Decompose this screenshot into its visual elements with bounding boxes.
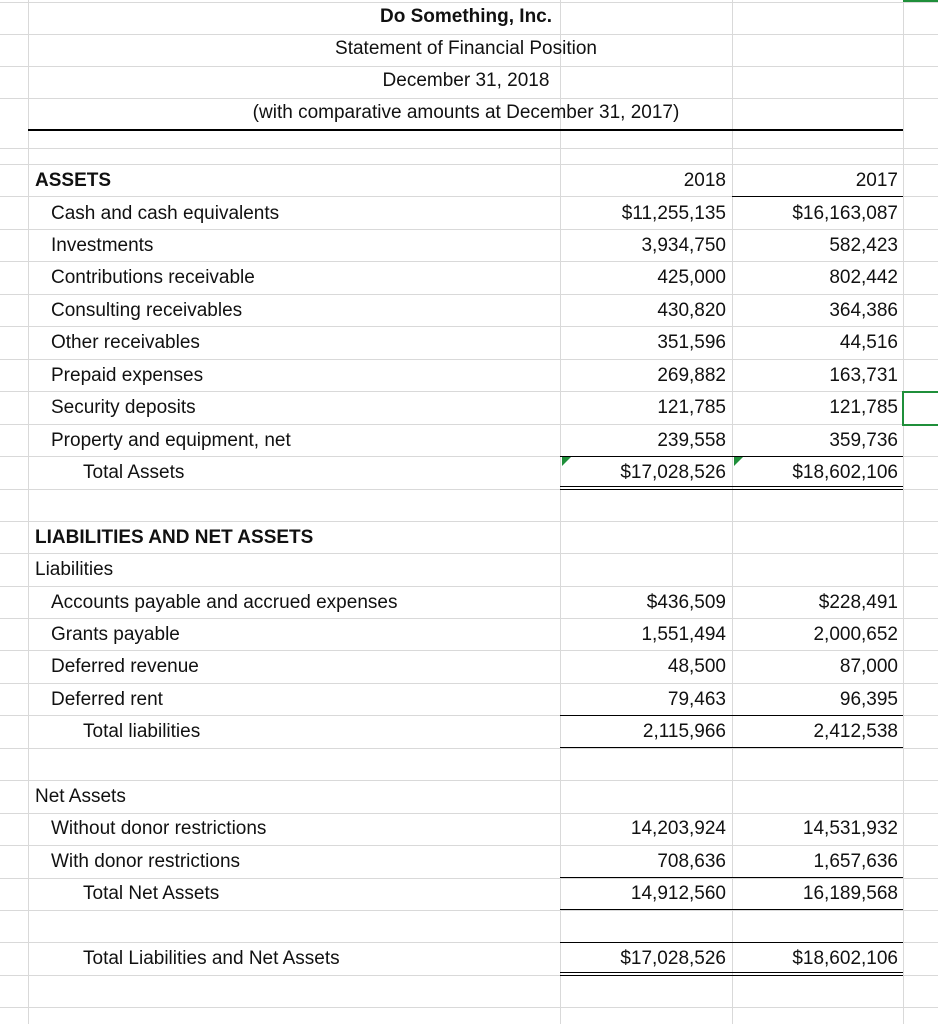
asset-label: Contributions receivable [51, 267, 255, 288]
gridline [28, 0, 29, 1024]
asset-label: Investments [51, 235, 154, 256]
total-liabilities-2018: 2,115,966 [642, 721, 726, 742]
liability-value-2017: 2,000,652 [813, 624, 898, 645]
gridline [0, 326, 938, 327]
column-header-2017: 2017 [855, 170, 898, 191]
statement-title: Statement of Financial Position [335, 38, 597, 59]
gridline [0, 148, 938, 149]
gridline [0, 683, 938, 684]
total-liabilities-label: Total liabilities [83, 721, 201, 742]
gridline [0, 813, 938, 814]
company-name: Do Something, Inc. [379, 6, 553, 27]
asset-label: Security deposits [51, 397, 196, 418]
net-asset-value-2018: 708,636 [657, 851, 726, 872]
asset-value-2018: 3,934,750 [641, 235, 726, 256]
asset-value-2017: 163,731 [829, 365, 898, 386]
asset-value-2018: 269,882 [657, 365, 726, 386]
asset-value-2018: 425,000 [657, 267, 726, 288]
selected-cell[interactable] [902, 391, 938, 426]
liability-label: Grants payable [51, 624, 180, 645]
total-net-assets-2018: 14,912,560 [630, 883, 726, 904]
total-assets-label: Total Assets [83, 462, 185, 483]
double-underline [560, 486, 903, 487]
asset-value-2018: 239,558 [657, 430, 726, 451]
asset-value-2017: 364,386 [829, 300, 898, 321]
column-header-2018: 2018 [683, 170, 726, 191]
subtotal-rule [560, 877, 903, 878]
subtotal-rule [560, 456, 903, 457]
total-net-assets-2017: 16,189,568 [802, 883, 898, 904]
net-asset-value-2017: 1,657,636 [813, 851, 898, 872]
liabilities-heading: Liabilities [35, 559, 114, 580]
cell-selection-edge [903, 0, 938, 2]
liabilities-net-assets-heading: LIABILITIES AND NET ASSETS [35, 527, 314, 548]
total-underline [560, 909, 903, 910]
liability-value-2017: $228,491 [818, 592, 898, 613]
total-net-assets-label: Total Net Assets [83, 883, 220, 904]
net-asset-label: Without donor restrictions [51, 818, 267, 839]
gridline [0, 910, 938, 911]
asset-label: Other receivables [51, 332, 200, 353]
net-assets-heading: Net Assets [35, 786, 126, 807]
gridline [0, 553, 938, 554]
comparative-note: (with comparative amounts at December 31, 2017) [252, 102, 680, 123]
gridline [0, 618, 938, 619]
liability-value-2018: 79,463 [667, 689, 726, 710]
gridline [0, 424, 938, 425]
gridline [0, 2, 938, 3]
gridline [0, 748, 938, 749]
gridline [0, 294, 938, 295]
asset-value-2017: 802,442 [829, 267, 898, 288]
asset-value-2018: 121,785 [657, 397, 726, 418]
gridline [0, 164, 938, 165]
asset-label: Consulting receivables [51, 300, 243, 321]
double-underline [560, 975, 903, 976]
subtotal-rule [560, 715, 903, 716]
gridline [0, 845, 938, 846]
net-asset-value-2018: 14,203,924 [630, 818, 726, 839]
asset-value-2017: $16,163,087 [792, 203, 898, 224]
grand-total-label: Total Liabilities and Net Assets [83, 948, 340, 969]
gridline [0, 586, 938, 587]
header-underline [732, 196, 903, 197]
liability-label: Accounts payable and accrued expenses [51, 592, 398, 613]
assets-heading: ASSETS [35, 170, 112, 191]
grand-total-2017: $18,602,106 [792, 948, 898, 969]
total-assets-2017: $18,602,106 [792, 462, 898, 483]
gridline [0, 878, 938, 879]
gridline [0, 66, 938, 67]
liability-value-2017: 96,395 [839, 689, 898, 710]
asset-label: Cash and cash equivalents [51, 203, 280, 224]
gridline [0, 780, 938, 781]
liability-value-2018: 1,551,494 [641, 624, 726, 645]
asset-label: Prepaid expenses [51, 365, 204, 386]
asset-label: Property and equipment, net [51, 430, 291, 451]
statement-date: December 31, 2018 [382, 70, 550, 91]
liability-label: Deferred rent [51, 689, 163, 710]
gridline [0, 391, 938, 392]
total-assets-2018: $17,028,526 [620, 462, 726, 483]
total-underline [560, 747, 903, 748]
asset-value-2017: 121,785 [829, 397, 898, 418]
asset-value-2018: 430,820 [657, 300, 726, 321]
total-liabilities-2017: 2,412,538 [813, 721, 898, 742]
header-rule [28, 129, 903, 131]
gridline [0, 1007, 938, 1008]
grand-total-rule [560, 942, 903, 943]
asset-value-2017: 582,423 [829, 235, 898, 256]
asset-value-2017: 359,736 [829, 430, 898, 451]
gridline [0, 261, 938, 262]
gridline [0, 229, 938, 230]
asset-value-2018: 351,596 [657, 332, 726, 353]
gridline [0, 98, 938, 99]
asset-value-2017: 44,516 [839, 332, 898, 353]
liability-value-2017: 87,000 [839, 656, 898, 677]
asset-value-2018: $11,255,135 [621, 203, 726, 224]
double-underline [560, 489, 903, 490]
grand-total-2018: $17,028,526 [620, 948, 726, 969]
gridline [0, 359, 938, 360]
gridline [0, 34, 938, 35]
liability-value-2018: 48,500 [667, 656, 726, 677]
net-asset-label: With donor restrictions [51, 851, 241, 872]
liability-label: Deferred revenue [51, 656, 199, 677]
liability-value-2018: $436,509 [646, 592, 726, 613]
net-asset-value-2017: 14,531,932 [802, 818, 898, 839]
gridline [0, 521, 938, 522]
double-underline [560, 972, 903, 973]
gridline [903, 0, 904, 1024]
gridline [0, 650, 938, 651]
